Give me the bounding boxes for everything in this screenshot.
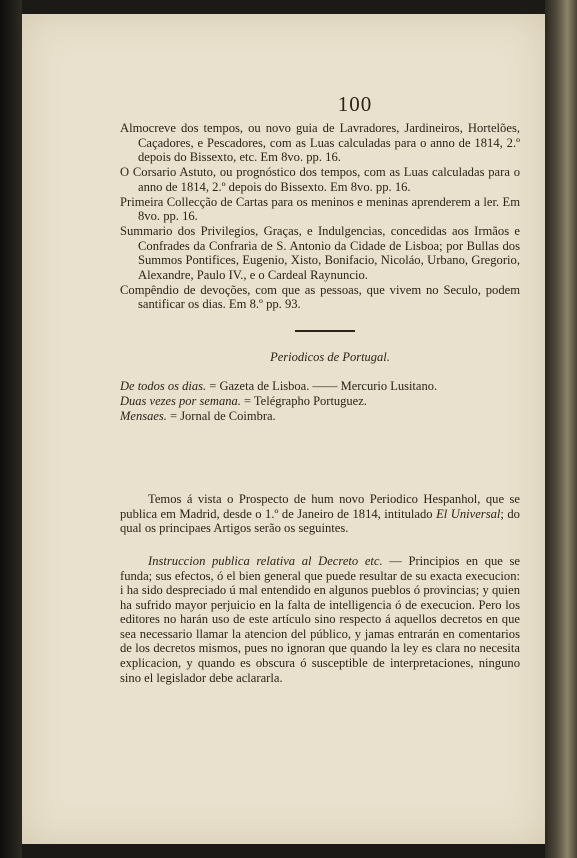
- paragraph-text: — Principios en que se funda; sus efectos, ó el bien general que puede resultar de su exacta execucion: i ha sido despreciado ú mal entendido en algunos pueblos ó provincias; y quien ha sufrido mayor perjuicio en la falta de intelligencia ó de execucion. Pero los editores no harán uso de este artículo sino respecto á aquellos decretos en que sea necessario llamar la atencion del público, y jamas entrarán en comentarios de los decretos mismos, pues no ignoran que quando la ley es clara no necesita explicacion, y quando es obscura ó susceptible de interpretaciones, ninguno sino el legislador debe aclararla.: [120, 553, 520, 685]
- section-heading: Periodicos de Portugal.: [270, 350, 390, 365]
- periodical-frequency: Duas vezes por semana.: [120, 394, 241, 409]
- catalog-entry: Compêndio de devoções, com que as pessoas, que vivem no Seculo, podem santificar os dias. Em 8.º pp. 93.: [120, 282, 520, 312]
- book-page: [22, 14, 545, 844]
- periodical-line: [120, 379, 520, 394]
- scan-background: [0, 0, 22, 858]
- section-rule: [295, 330, 355, 332]
- separator: =: [240, 394, 254, 409]
- periodical-titles: Jornal de Coimbra.: [180, 409, 276, 424]
- periodical-titles: Gazeta de Lisboa. —— Mercurio Lusitano.: [219, 379, 438, 394]
- catalog-entry: O Corsario Astuto, ou prognóstico dos tempos, com as Luas calculadas para o anno de 1814, 2.º depois do Bissexto. Em 8vo. pp. 16.: [120, 165, 520, 194]
- periodical-frequency: Mensaes.: [120, 409, 167, 424]
- book-spine: [545, 0, 577, 858]
- paragraph-text: Temos á vista o Prospecto de hum novo Periodico Hespanhol, que se publica em Madrid, desde o 1.º de Janeiro de 1814, intitulado: [120, 492, 520, 521]
- catalog-entry: Summario dos Privilegios, Graças, e Indulgencias, concedidas aos Irmãos e Confrades da Confraria de S. Antonio da Cidade de Lisboa; por Bullas dos Summos Pontifices, Eugenio, Xisto, Bonifacio, Nicoláo, Urbano, Gregorio, Alexandre, Paulo IV., e o Cardeal Raynuncio.: [120, 223, 520, 283]
- periodical-titles: Telégrapho Portuguez.: [253, 394, 367, 409]
- page-number: 100: [337, 92, 373, 116]
- periodical-name: El Universal: [436, 506, 501, 521]
- separator: =: [206, 379, 220, 394]
- prospectus-paragraph: [120, 492, 520, 536]
- separator: =: [166, 409, 181, 424]
- catalog-entry: Primeira Collecção de Cartas para os meninos e meninas aprenderem a ler. Em 8vo. pp. 16.: [120, 194, 520, 224]
- paragraph-text: ; do qual os principaes Artigos serão os seguintes.: [120, 506, 520, 536]
- periodical-frequency: De todos os dias.: [120, 379, 207, 394]
- periodical-line: [120, 394, 520, 409]
- article-title: Instruccion publica relativa al Decreto etc.: [148, 553, 383, 568]
- article-paragraph: [120, 554, 520, 685]
- page-text: [120, 92, 520, 685]
- periodical-line: [120, 409, 520, 424]
- catalog-entry: Almocreve dos tempos, ou novo guia de Lavradores, Jardineiros, Hortelões, Caçadores, e Pescadores, com as Luas calculadas para o anno de 1814, 2.º depois do Bissexto, etc. Em 8vo. pp. 16.: [120, 121, 520, 165]
